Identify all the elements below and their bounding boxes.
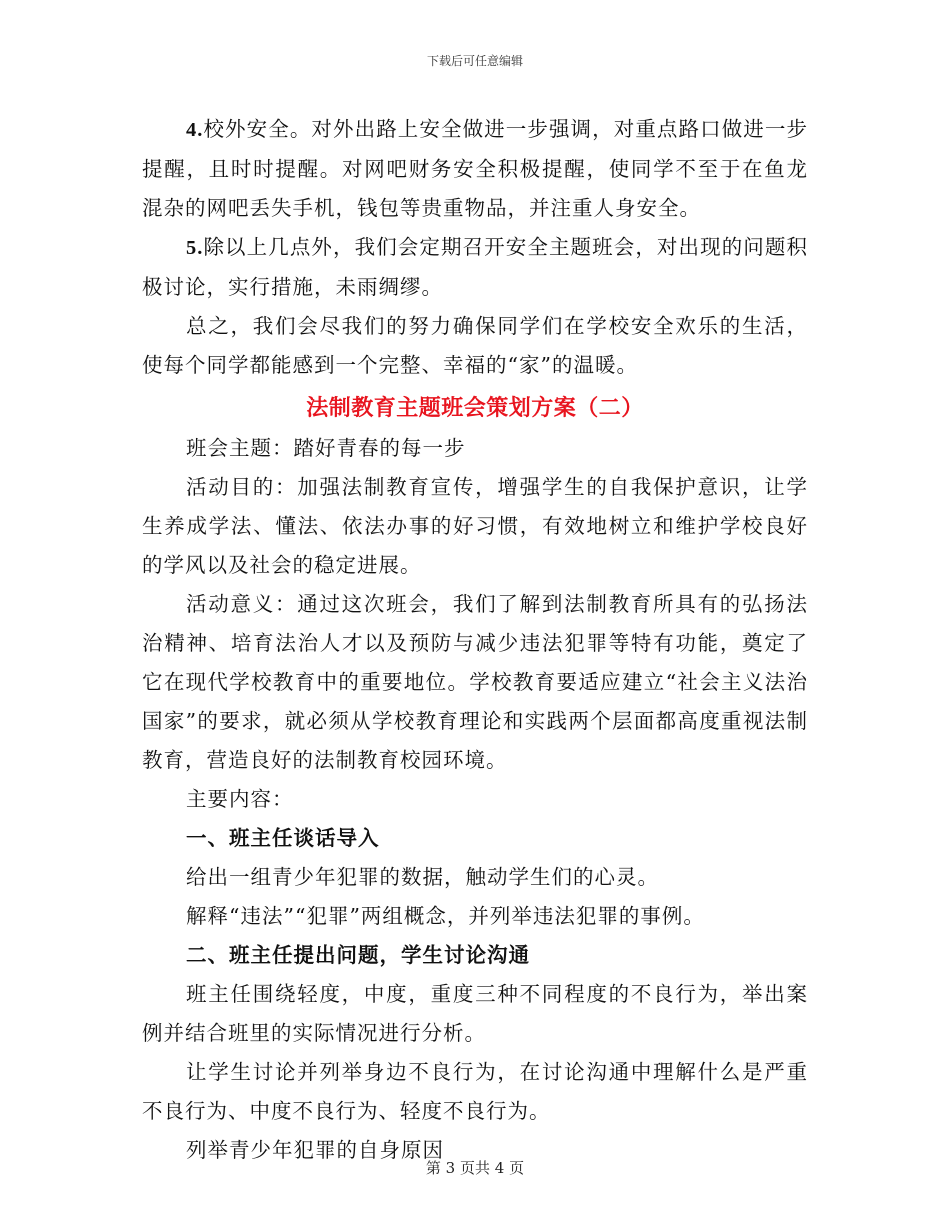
item-number: 4. bbox=[186, 119, 204, 141]
document-body bbox=[142, 110, 808, 1170]
main-content-label: 主要内容： bbox=[186, 787, 294, 811]
section-heading-2: 二、班主任提出问题，学生讨论沟通 bbox=[186, 943, 530, 967]
item-text: 校外安全。对外出路上安全做进一步强调，对重点路口做进一步提醒，且时时提醒。对网吧财务安全积极提醒，使同学不至于在鱼龙混杂的网吧丢失手机，钱包等贵重物品，并注重人身安全。 bbox=[142, 117, 808, 220]
list-item-5 bbox=[142, 228, 808, 307]
section2-paragraph: 让学生讨论并列举身边不良行为，在讨论沟通中理解什么是严重不良行为、中度不良行为、轻度不良行为。 bbox=[142, 1060, 808, 1123]
section1-paragraph: 给出一组青少年犯罪的数据，触动学生们的心灵。 bbox=[186, 865, 659, 889]
theme-paragraph: 班会主题：踏好青春的每一步 bbox=[186, 436, 466, 460]
section2-paragraph: 列举青少年犯罪的自身原因 bbox=[186, 1138, 444, 1162]
section1-paragraph: 解释“违法”“犯罪”两组概念，并列举违法犯罪的事例。 bbox=[186, 904, 705, 928]
section2-paragraph: 班主任围绕轻度，中度，重度三种不同程度的不良行为，举出案例并结合班里的实际情况进行分析。 bbox=[142, 982, 808, 1045]
plan-title: 法制教育主题班会策划方案（二） bbox=[306, 395, 644, 421]
item-text: 除以上几点外，我们会定期召开安全主题班会，对出现的问题积极讨论，实行措施，未雨绸缪。 bbox=[142, 235, 808, 299]
page-footer: 第 3 页共 4 页 bbox=[425, 1159, 525, 1177]
section-heading-1: 一、班主任谈话导入 bbox=[186, 826, 380, 850]
item-number: 5. bbox=[186, 237, 204, 259]
list-item-4 bbox=[142, 110, 808, 228]
conclusion-paragraph: 总之，我们会尽我们的努力确保同学们在学校安全欢乐的生活，使每个同学都能感到一个完整、幸福的“家”的温暖。 bbox=[142, 314, 808, 377]
page-header: 下载后可任意编辑 bbox=[426, 54, 523, 68]
purpose-paragraph: 活动目的：加强法制教育宣传，增强学生的自我保护意识，让学生养成学法、懂法、依法办事的好习惯，有效地树立和维护学校良好的学风以及社会的稳定进展。 bbox=[142, 475, 808, 577]
significance-paragraph: 活动意义：通过这次班会，我们了解到法制教育所具有的弘扬法治精神、培育法治人才以及预防与减少违法犯罪等特有功能，奠定了它在现代学校教育中的重要地位。学校教育要适应建立“社会主义法治国家”的要求，就必须从学校教育理论和实践两个层面都高度重视法制教育，营造良好的法制教育校园环境。 bbox=[142, 592, 808, 772]
